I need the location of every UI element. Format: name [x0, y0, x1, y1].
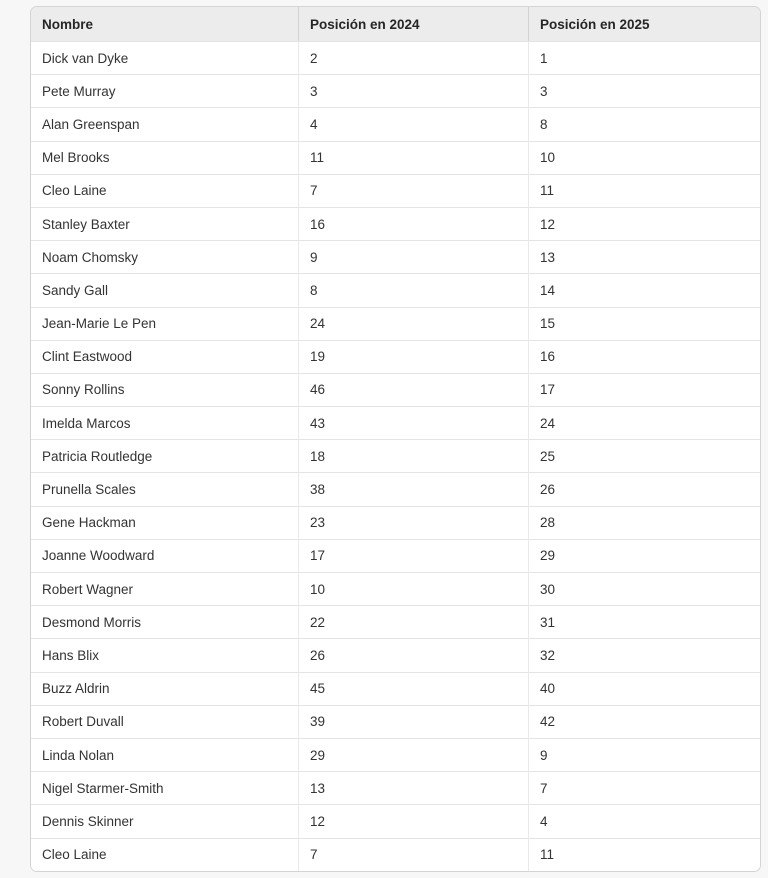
pos-2024-cell: 8 — [298, 273, 528, 306]
pos-2025-cell: 40 — [528, 672, 760, 705]
pos-2025-cell: 1 — [528, 41, 760, 74]
pos-2025-cell: 13 — [528, 240, 760, 273]
table-row — [31, 638, 760, 671]
table-row — [31, 240, 760, 273]
pos-2025-cell: 26 — [528, 472, 760, 505]
name-cell: Robert Duvall — [31, 705, 298, 738]
pos-2025-cell: 8 — [528, 107, 760, 140]
pos-2025-cell: 28 — [528, 506, 760, 539]
pos-2024-cell: 24 — [298, 307, 528, 340]
pos-2024-cell: 29 — [298, 738, 528, 771]
pos-2025-cell: 12 — [528, 207, 760, 240]
table-row — [31, 174, 760, 207]
name-cell: Cleo Laine — [31, 838, 298, 871]
column-header-nombre: Nombre — [31, 7, 298, 41]
name-cell: Dennis Skinner — [31, 804, 298, 837]
name-cell: Joanne Woodward — [31, 539, 298, 572]
pos-2024-cell: 10 — [298, 572, 528, 605]
name-cell: Hans Blix — [31, 638, 298, 671]
table-row — [31, 804, 760, 837]
pos-2025-cell: 16 — [528, 340, 760, 373]
table-row — [31, 605, 760, 638]
pos-2024-cell: 19 — [298, 340, 528, 373]
name-cell: Linda Nolan — [31, 738, 298, 771]
table-row — [31, 672, 760, 705]
pos-2025-cell: 29 — [528, 539, 760, 572]
ranking-table-container — [30, 6, 761, 872]
table-row — [31, 406, 760, 439]
table-row — [31, 472, 760, 505]
table-row — [31, 74, 760, 107]
pos-2024-cell: 39 — [298, 705, 528, 738]
pos-2025-cell: 32 — [528, 638, 760, 671]
name-cell: Mel Brooks — [31, 141, 298, 174]
pos-2024-cell: 13 — [298, 771, 528, 804]
pos-2024-cell: 17 — [298, 539, 528, 572]
pos-2024-cell: 38 — [298, 472, 528, 505]
pos-2025-cell: 42 — [528, 705, 760, 738]
table-body — [31, 41, 760, 871]
table-row — [31, 705, 760, 738]
pos-2025-cell: 31 — [528, 605, 760, 638]
pos-2024-cell: 23 — [298, 506, 528, 539]
column-header-posicion-2025: Posición en 2025 — [528, 7, 760, 41]
name-cell: Cleo Laine — [31, 174, 298, 207]
name-cell: Jean-Marie Le Pen — [31, 307, 298, 340]
name-cell: Nigel Starmer-Smith — [31, 771, 298, 804]
name-cell: Alan Greenspan — [31, 107, 298, 140]
table-row — [31, 838, 760, 871]
table-row — [31, 738, 760, 771]
table-row — [31, 107, 760, 140]
pos-2024-cell: 3 — [298, 74, 528, 107]
pos-2025-cell: 10 — [528, 141, 760, 174]
pos-2025-cell: 7 — [528, 771, 760, 804]
name-cell: Stanley Baxter — [31, 207, 298, 240]
pos-2024-cell: 22 — [298, 605, 528, 638]
pos-2025-cell: 24 — [528, 406, 760, 439]
name-cell: Robert Wagner — [31, 572, 298, 605]
pos-2025-cell: 9 — [528, 738, 760, 771]
pos-2024-cell: 9 — [298, 240, 528, 273]
table-row — [31, 207, 760, 240]
pos-2025-cell: 25 — [528, 439, 760, 472]
name-cell: Sandy Gall — [31, 273, 298, 306]
pos-2024-cell: 11 — [298, 141, 528, 174]
table-row — [31, 41, 760, 74]
table-row — [31, 572, 760, 605]
name-cell: Dick van Dyke — [31, 41, 298, 74]
table-row — [31, 439, 760, 472]
table-row — [31, 506, 760, 539]
pos-2024-cell: 45 — [298, 672, 528, 705]
name-cell: Imelda Marcos — [31, 406, 298, 439]
pos-2025-cell: 4 — [528, 804, 760, 837]
name-cell: Pete Murray — [31, 74, 298, 107]
table-header — [31, 7, 760, 41]
table-row — [31, 273, 760, 306]
name-cell: Patricia Routledge — [31, 439, 298, 472]
table-row — [31, 771, 760, 804]
pos-2024-cell: 12 — [298, 804, 528, 837]
name-cell: Prunella Scales — [31, 472, 298, 505]
pos-2025-cell: 3 — [528, 74, 760, 107]
pos-2024-cell: 7 — [298, 174, 528, 207]
name-cell: Gene Hackman — [31, 506, 298, 539]
pos-2024-cell: 2 — [298, 41, 528, 74]
name-cell: Clint Eastwood — [31, 340, 298, 373]
pos-2024-cell: 18 — [298, 439, 528, 472]
pos-2025-cell: 17 — [528, 373, 760, 406]
table-header-row — [31, 7, 760, 41]
pos-2025-cell: 11 — [528, 174, 760, 207]
pos-2024-cell: 16 — [298, 207, 528, 240]
pos-2025-cell: 14 — [528, 273, 760, 306]
pos-2024-cell: 43 — [298, 406, 528, 439]
table-row — [31, 340, 760, 373]
name-cell: Buzz Aldrin — [31, 672, 298, 705]
name-cell: Desmond Morris — [31, 605, 298, 638]
pos-2024-cell: 4 — [298, 107, 528, 140]
pos-2025-cell: 15 — [528, 307, 760, 340]
table-row — [31, 539, 760, 572]
pos-2024-cell: 26 — [298, 638, 528, 671]
pos-2024-cell: 46 — [298, 373, 528, 406]
table-row — [31, 373, 760, 406]
table-row — [31, 307, 760, 340]
name-cell: Noam Chomsky — [31, 240, 298, 273]
table-row — [31, 141, 760, 174]
pos-2025-cell: 30 — [528, 572, 760, 605]
column-header-posicion-2024: Posición en 2024 — [298, 7, 528, 41]
pos-2024-cell: 7 — [298, 838, 528, 871]
ranking-table — [31, 7, 760, 871]
pos-2025-cell: 11 — [528, 838, 760, 871]
name-cell: Sonny Rollins — [31, 373, 298, 406]
